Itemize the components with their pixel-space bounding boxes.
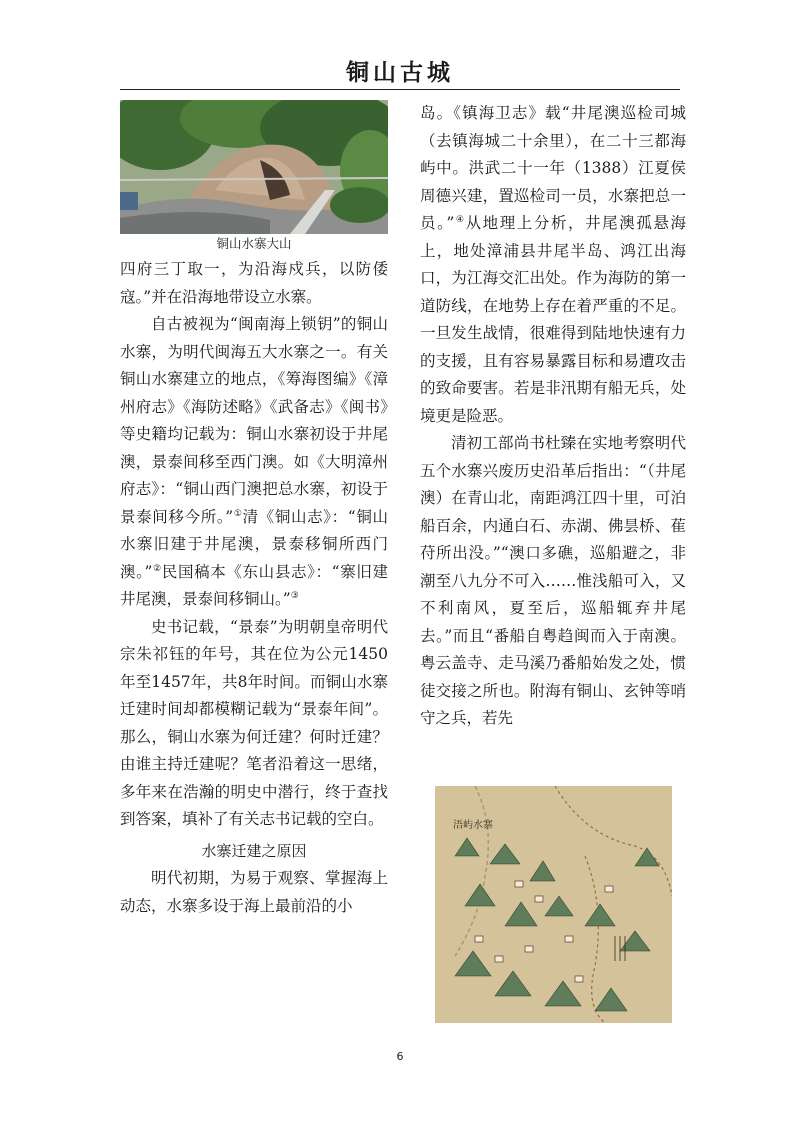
fortress-mountain-photo bbox=[120, 100, 388, 234]
footnote-mark: ③ bbox=[290, 590, 299, 601]
map-label: 浯屿水寨 bbox=[453, 820, 493, 831]
left-text-column bbox=[120, 256, 388, 920]
page-number: 6 bbox=[396, 1050, 404, 1063]
paragraph-text: 清《铜山志》：“铜山水寨旧建于井尾澳，景泰移铜所西门澳。” bbox=[120, 507, 388, 581]
page-header-title: 铜山古城 bbox=[346, 59, 454, 86]
paragraph-text: 从地理上分析，井尾澳孤悬海上，地处漳浦县井尾半岛、鸿江出海口，为江海交汇出处。作为海防的第一道防线，在地势上存在着严重的不足。一旦发生战情，很难得到陆地快速有力的支援，且有容易暴露目标和易遭攻击的致命要害。若是非汛期有船无兵，处境更是险恶。 bbox=[420, 214, 686, 425]
historic-map-illustration bbox=[435, 786, 672, 1023]
paragraph bbox=[120, 311, 388, 614]
paragraph: 清初工部尚书杜臻在实地考察明代五个水寨兴废历史沿革后指出：“（井尾澳）在青山北，南距鸿江四十里，可泊船百余，内通白石、赤湖、佛昙桥、萑苻所出没。”“澳口多礁，巡船避之，非潮至八九分不可入……惟浅船可入，又不利南风，夏至后，巡船辄弃井尾去。”而且“番船自粤趋闽而入于南澳。粤云盖寺、走马溪乃番船始发之处，惯徒交接之所也。附海有铜山、玄钟等哨守之兵，若先 bbox=[420, 434, 686, 727]
paragraph bbox=[420, 100, 686, 430]
paragraph: 四府三丁取一，为沿海戍兵，以防倭寇。”并在沿海地带设立水寨。 bbox=[120, 260, 388, 306]
fortress-mountain-illustration bbox=[120, 100, 388, 234]
right-text-column bbox=[420, 100, 686, 733]
section-heading: 水寨迁建之原因 bbox=[201, 841, 307, 860]
paragraph: 史书记载，“景泰”为明朝皇帝明代宗朱祁钰的年号，其在位为公元1450年至1457年，共8年时间。而铜山水寨迁建时间却都模糊记载为“景泰年间”。那么，铜山水寨为何迁建？何时迁建？由谁主持迁建呢？笔者沿着这一思绪，多年来在浩瀚的明史中潜行，终于查找到答案，填补了有关志书记载的空白。 bbox=[120, 617, 388, 828]
paragraph-text: 自古被视为“闽南海上锁钥”的铜山水寨，为明代闽海五大水寨之一。有关铜山水寨建立的地点，《筹海图编》《漳州府志》《海防述略》《武备志》《闽书》等史籍均记载为：铜山水寨初设于井尾澳，景泰间移至西门澳。如《大明漳州府志》：“铜山西门澳把总水寨，初设于景泰间移今所。” bbox=[120, 315, 388, 526]
footnote-mark: ① bbox=[233, 508, 243, 519]
paragraph-text: 民国稿本《东山县志》：“寨旧建井尾澳，景泰间移铜山。” bbox=[120, 562, 388, 608]
historic-map-image bbox=[435, 786, 672, 1023]
header-rule bbox=[120, 89, 680, 90]
paragraph-text: 岛。《镇海卫志》载“井尾澳巡检司城（去镇海城二十余里），在二十三都海屿中。洪武二十一年（1388）江夏侯周德兴建，置巡检司一员，水寨把总一员。” bbox=[420, 104, 686, 232]
photo-caption: 铜山水寨大山 bbox=[216, 236, 292, 251]
paragraph: 明代初期，为易于观察、掌握海上动态，水寨多设于海上最前沿的小 bbox=[120, 869, 388, 915]
footnote-mark: ④ bbox=[454, 214, 466, 225]
footnote-mark: ② bbox=[152, 563, 162, 574]
